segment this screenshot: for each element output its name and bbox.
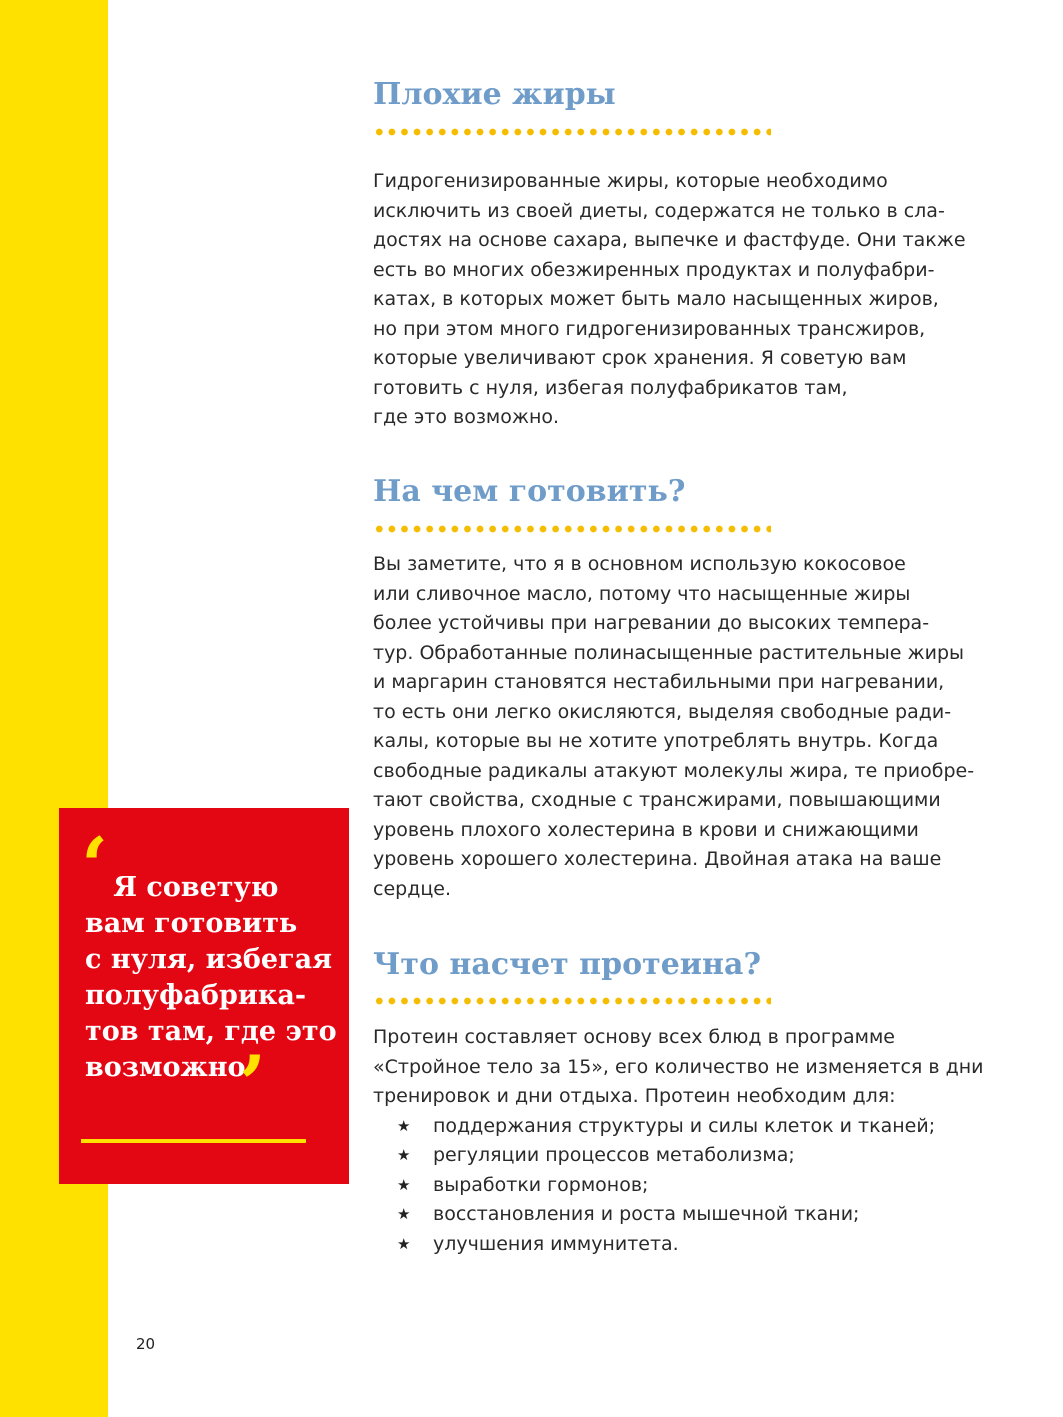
list-item [397, 1200, 935, 1230]
list-item [397, 1170, 935, 1200]
section-body-bad-fats: Гидрогенизированные жиры, которые необходимо исключить из своей диеты, содержатся не только в сла- достях на основе сахара, выпечке и фастфуде. Они также есть во многих обезжиренных продуктах и полуфабри- катах, в которых может быть мало насыщенных жиров, но при этом много гидрогенизированных трансжиров, которые увеличивают срок хранения. Я советую вам готовить с нуля, избегая полуфабрикатов там, где это возможно. [373, 170, 966, 428]
section-title-bad-fats: Плохие жиры [373, 77, 616, 112]
section-body-protein: Протеин составляет основу всех блюд в программе «Стройное тело за 15», его количество не изменяется в дни тренировок и дни отдыха. Протеин необходим для: [373, 1026, 984, 1107]
list-item-text: поддержания структуры и силы клеток и тканей; [433, 1114, 936, 1137]
protein-uses-list [397, 1111, 935, 1259]
list-item-text: выработки гормонов; [433, 1173, 649, 1196]
dotted-divider [373, 128, 771, 136]
section-body-cooking: Вы заметите, что я в основном использую кокосовое или сливочное масло, потому что насыщенные жиры более устойчивы при нагревании до высоких темпера- тур. Обработанные полинасыщенные растительные жиры и маргарин становятся нестабильными при нагревании, то есть они легко окисляются, выделяя свободные ради- калы, которые вы не хотите употреблять внутрь. Когда свободные радикалы атакуют молекулы жира, те приобре- тают свойства, сходные с трансжирами, повышающими уровень плохого холестерина в крови и снижающими уровень хорошего холестерина. Двойная атака на ваше сердце. [373, 553, 975, 900]
dotted-divider [373, 525, 771, 533]
star-icon: ★ [397, 1116, 411, 1135]
star-icon: ★ [397, 1205, 411, 1224]
dotted-divider [373, 997, 771, 1005]
list-item [397, 1141, 935, 1171]
list-item-text: восстановления и роста мышечной ткани; [433, 1203, 860, 1226]
quote-underline [81, 1139, 306, 1143]
pull-quote [59, 808, 349, 1184]
list-item [397, 1111, 935, 1141]
open-quote-mark: ‘ [81, 821, 109, 912]
star-icon: ★ [397, 1146, 411, 1165]
list-item-text: регуляции процессов метаболизма; [433, 1144, 795, 1167]
section-title-cooking: На чем готовить? [373, 474, 686, 509]
section-title-protein: Что насчет протеина? [373, 947, 762, 982]
list-item-text: улучшения иммунитета. [433, 1232, 679, 1255]
pull-quote-text: Я советую вам готовить с нуля, избегая полуфабрика- тов там, где это возможно [85, 872, 337, 1083]
star-icon: ★ [397, 1234, 411, 1253]
page-number: 20 [136, 1335, 156, 1353]
sidebar-stripe [0, 0, 108, 1417]
star-icon: ★ [397, 1175, 411, 1194]
close-quote-mark: ’ [239, 1039, 267, 1130]
list-item [397, 1229, 935, 1259]
